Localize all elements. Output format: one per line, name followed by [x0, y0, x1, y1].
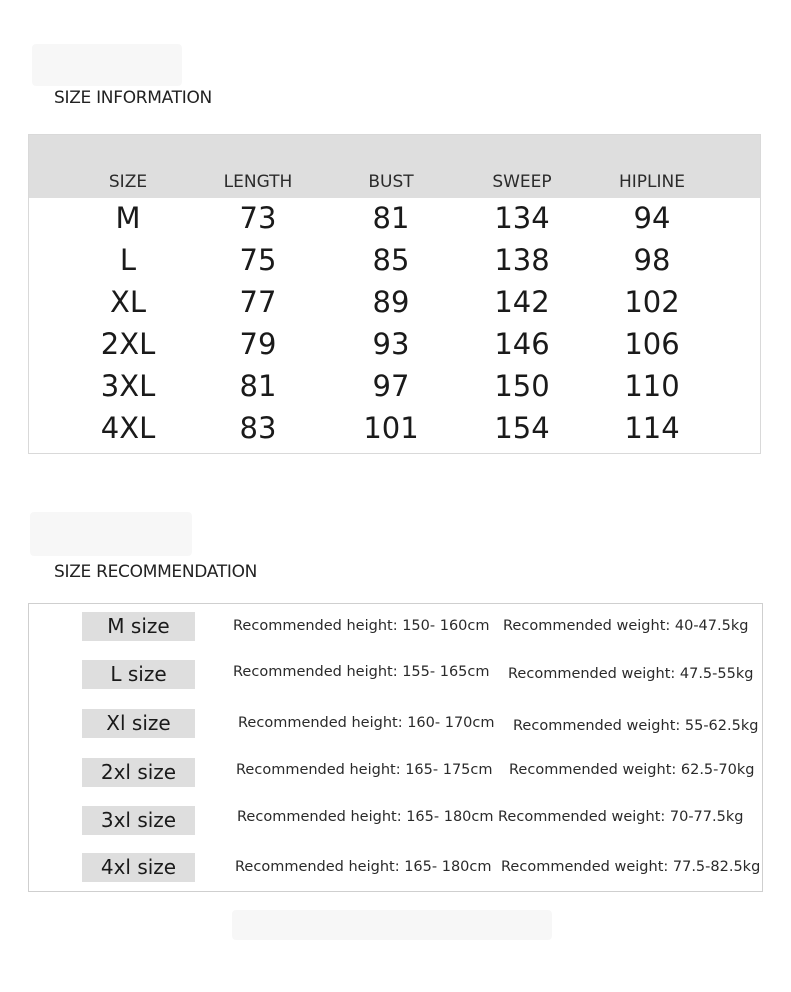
- recommendation-row: [29, 758, 762, 788]
- recommended-weight: Recommended weight: 55-62.5kg: [513, 718, 759, 734]
- cell-sweep: 138: [494, 243, 550, 277]
- recommended-weight: Recommended weight: 77.5-82.5kg: [501, 859, 761, 875]
- cell-sweep: 142: [494, 285, 550, 319]
- recommendation-row: [29, 806, 762, 836]
- cell-hipline: 106: [624, 327, 680, 361]
- recommended-weight: Recommended weight: 62.5-70kg: [509, 762, 755, 778]
- recommended-weight: Recommended weight: 70-77.5kg: [498, 809, 744, 825]
- header-bust: BUST: [368, 172, 414, 192]
- size-recommendation-title: SIZE RECOMMENDATION: [54, 562, 258, 582]
- blurred-artifact: [30, 512, 192, 556]
- blurred-artifact: [232, 910, 552, 940]
- cell-sweep: 150: [494, 369, 550, 403]
- cell-size: 4XL: [100, 411, 156, 445]
- recommended-weight: Recommended weight: 47.5-55kg: [508, 666, 754, 682]
- recommended-height: Recommended height: 150- 160cm: [233, 618, 490, 634]
- cell-bust: 101: [363, 411, 419, 445]
- cell-size: 2XL: [100, 327, 156, 361]
- cell-length: 79: [239, 327, 277, 361]
- cell-size: L: [119, 243, 137, 277]
- cell-bust: 81: [372, 201, 410, 235]
- size-tag: Xl size: [82, 709, 195, 738]
- cell-hipline: 94: [633, 201, 671, 235]
- size-information-table: [28, 134, 761, 454]
- cell-bust: 93: [372, 327, 410, 361]
- header-sweep: SWEEP: [492, 172, 552, 192]
- cell-bust: 85: [372, 243, 410, 277]
- blurred-artifact: [32, 44, 182, 86]
- cell-size: XL: [109, 285, 147, 319]
- cell-length: 83: [239, 411, 277, 445]
- recommended-height: Recommended height: 160- 170cm: [238, 715, 495, 731]
- recommended-height: Recommended height: 165- 180cm: [235, 859, 492, 875]
- cell-hipline: 102: [624, 285, 680, 319]
- cell-bust: 97: [372, 369, 410, 403]
- cell-bust: 89: [372, 285, 410, 319]
- recommended-height: Recommended height: 165- 175cm: [236, 762, 493, 778]
- cell-length: 75: [239, 243, 277, 277]
- size-tag: 3xl size: [82, 806, 195, 835]
- cell-length: 81: [239, 369, 277, 403]
- cell-hipline: 110: [624, 369, 680, 403]
- cell-hipline: 114: [624, 411, 680, 445]
- cell-size: M: [115, 201, 141, 235]
- cell-size: 3XL: [100, 369, 156, 403]
- recommendation-row: [29, 660, 762, 690]
- cell-hipline: 98: [633, 243, 671, 277]
- recommendation-row: [29, 709, 762, 739]
- recommended-height: Recommended height: 165- 180cm: [237, 809, 494, 825]
- recommended-height: Recommended height: 155- 165cm: [233, 664, 490, 680]
- size-recommendation-box: [28, 603, 763, 892]
- recommendation-row: [29, 853, 762, 883]
- recommended-weight: Recommended weight: 40-47.5kg: [503, 618, 749, 634]
- size-tag: M size: [82, 612, 195, 641]
- cell-length: 77: [239, 285, 277, 319]
- cell-sweep: 134: [494, 201, 550, 235]
- cell-sweep: 154: [494, 411, 550, 445]
- size-tag: 4xl size: [82, 853, 195, 882]
- table-header: [29, 135, 760, 198]
- size-tag: 2xl size: [82, 758, 195, 787]
- header-length: LENGTH: [223, 172, 293, 192]
- size-information-title: SIZE INFORMATION: [54, 88, 212, 108]
- header-size: SIZE: [108, 172, 148, 192]
- cell-length: 73: [239, 201, 277, 235]
- cell-sweep: 146: [494, 327, 550, 361]
- size-tag: L size: [82, 660, 195, 689]
- recommendation-row: [29, 612, 762, 642]
- header-hipline: HIPLINE: [619, 172, 685, 192]
